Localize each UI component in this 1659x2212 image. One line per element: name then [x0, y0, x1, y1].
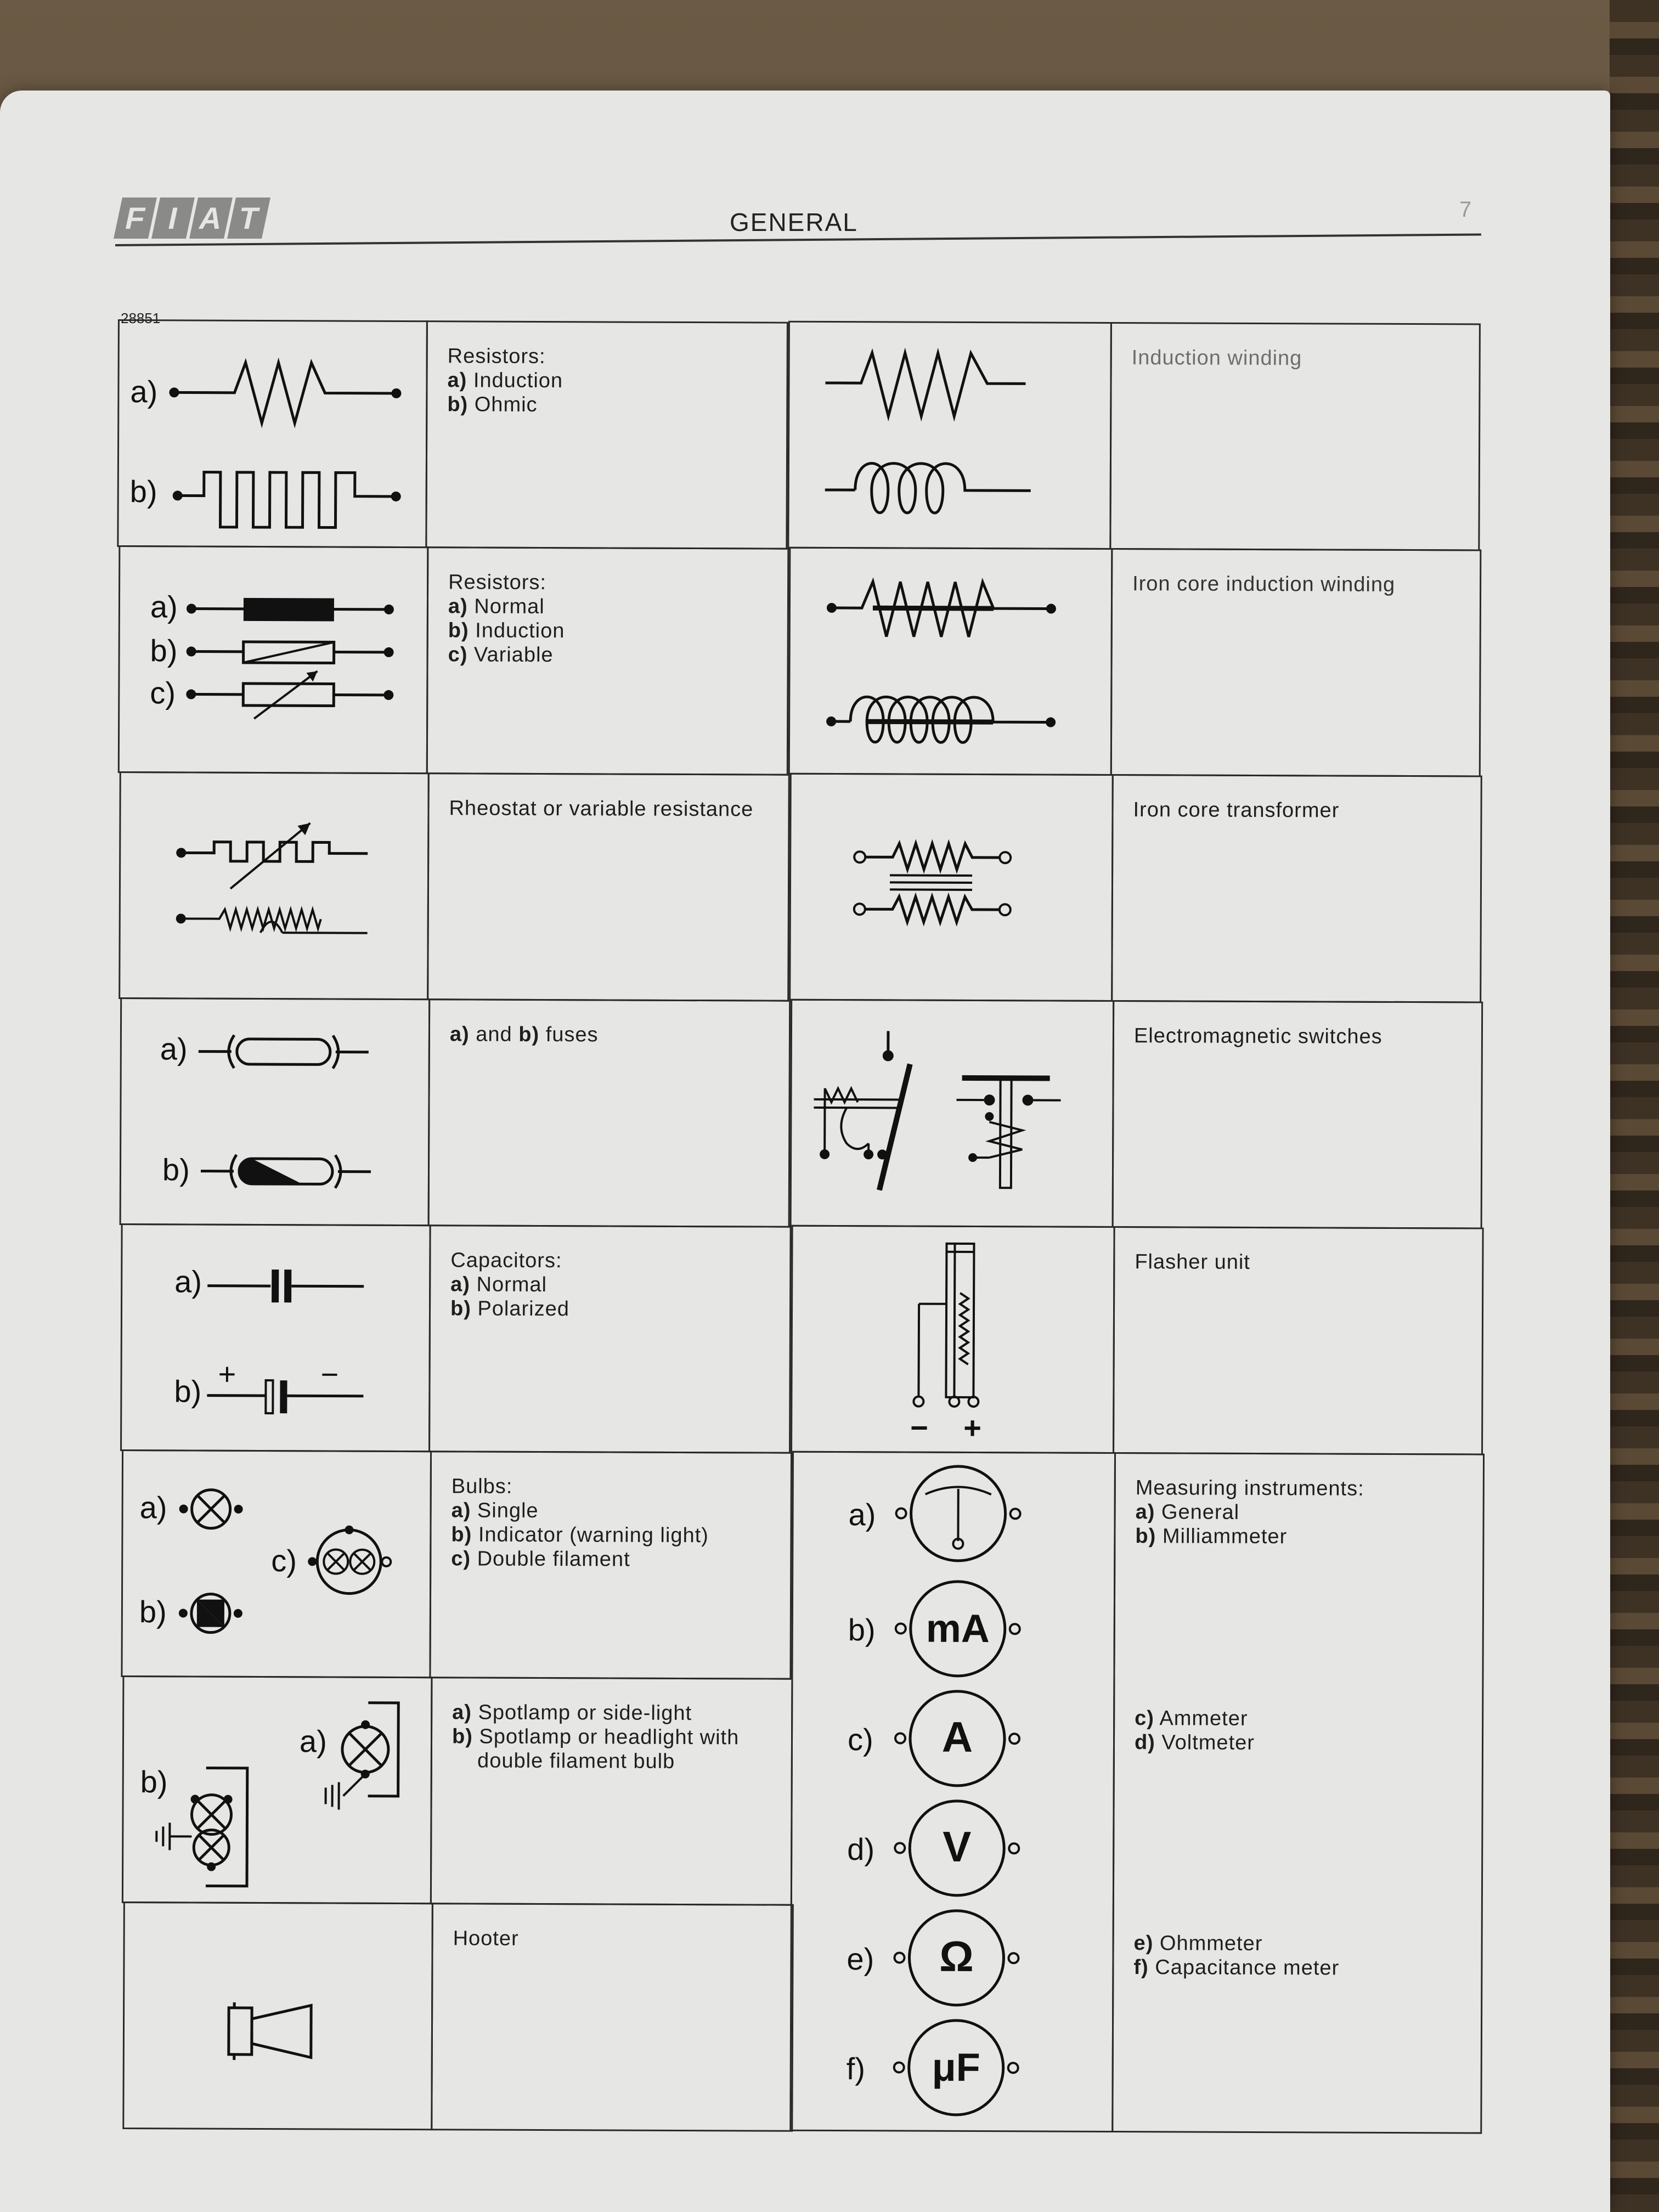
terminal-icon	[1011, 1509, 1020, 1519]
description-text: Flasher unit	[1135, 1250, 1250, 1274]
symbol-cell-em-switches	[790, 999, 1115, 1228]
desc-cell-fuses	[428, 998, 791, 1228]
terminal-icon	[895, 1843, 905, 1853]
meter-label: c)	[847, 1722, 873, 1757]
description-text: Hooter	[453, 1927, 519, 1950]
terminal-icon	[1009, 1734, 1019, 1743]
meter-label: a)	[848, 1497, 876, 1532]
symbol-label: b)	[129, 474, 157, 509]
measuring-instruments-icon	[791, 1453, 1118, 2134]
terminal-icon	[894, 1953, 904, 1962]
description-text: Rheostat or variable resistance	[449, 797, 754, 821]
symbol-cell-iron-core-winding	[788, 547, 1113, 776]
meter-symbol: mA	[926, 1606, 990, 1651]
bulb-icon	[122, 1451, 433, 1680]
desc-cell-spotlamp	[430, 1677, 793, 1906]
desc-cell-iron-core-winding	[1110, 548, 1482, 777]
description-text: a) Spotlamp or side-light b) Spotlamp or headlight with double filament bulb	[452, 1701, 740, 1773]
flasher-icon	[792, 1227, 1117, 1455]
meter-symbol: V	[943, 1822, 972, 1871]
wood-background	[1610, 0, 1659, 2212]
meter-label: f)	[846, 2051, 866, 2086]
logo-letter: I	[151, 198, 195, 239]
desc-cell-hooter	[431, 1903, 794, 2132]
meter-label: d)	[847, 1832, 875, 1867]
symbol-cell-iron-core-transformer	[789, 773, 1114, 1002]
description-text: Electromagnetic switches	[1133, 1024, 1383, 1048]
figure-code: 28851	[121, 310, 161, 326]
description-text: Resistors: a) Induction b) Ohmic	[447, 345, 563, 416]
terminal-icon	[1010, 1624, 1020, 1634]
terminal-icon	[894, 2062, 904, 2072]
symbols-table	[111, 313, 1484, 2134]
description-text: Resistors: a) Normal b) Induction c) Variable	[448, 571, 565, 667]
meter-label: e)	[847, 1942, 874, 1977]
desc-cell-capacitors	[428, 1224, 792, 1454]
symbol-label: a)	[150, 589, 178, 624]
symbol-cell-spotlamp	[122, 1675, 433, 1904]
symbol-cell-capacitors	[120, 1223, 431, 1452]
description-text: Iron core transformer	[1133, 798, 1340, 822]
symbol-cell-hooter	[122, 1901, 433, 2130]
meter-label: b)	[848, 1612, 876, 1647]
description-text: Bulbs: a) Single b) Indicator (warning light) c) Double filament	[451, 1475, 709, 1571]
description-text: Measuring instruments: a) General b) Milliammeter	[1135, 1476, 1364, 1549]
symbol-label: a)	[130, 374, 158, 409]
page-number: 7	[1459, 198, 1472, 222]
terminal-icon	[1008, 2063, 1018, 2073]
symbol-label: b)	[150, 633, 178, 668]
desc-cell-iron-core-transformer	[1111, 774, 1482, 1003]
symbol-cell-flasher	[791, 1225, 1115, 1454]
terminal-icon	[1009, 1843, 1019, 1853]
description-text: e) Ohmmeter f) Capacitance meter	[1133, 1932, 1340, 1980]
fuse-icon	[121, 999, 432, 1228]
symbol-label: c)	[271, 1543, 297, 1578]
em-switch-icon	[792, 1001, 1116, 1229]
desc-cell-resistors-1	[425, 320, 788, 550]
meter-symbol: A	[941, 1712, 973, 1762]
symbol-label: a)	[174, 1264, 202, 1299]
desc-cell-flasher	[1113, 1226, 1484, 1455]
desc-cell-resistors-2	[426, 546, 789, 776]
symbol-cell-fuses	[120, 997, 431, 1226]
symbol-cell-induction-winding	[787, 321, 1112, 550]
capacitor-icon	[122, 1225, 433, 1454]
desc-cell-measuring-instruments	[1111, 1452, 1485, 2134]
symbol-cell-bulbs	[121, 1449, 432, 1678]
transformer-icon	[791, 775, 1115, 1003]
meter-symbol: μF	[932, 2045, 980, 2090]
logo-letter: T	[227, 198, 270, 239]
induction-winding-icon	[789, 323, 1114, 551]
description-text: c) Ammeter d) Voltmeter	[1134, 1707, 1255, 1754]
logo-letter: F	[114, 198, 157, 239]
spotlamp-icon	[123, 1677, 435, 1906]
symbol-label: a)	[160, 1031, 188, 1066]
resistor-symbols-icon	[119, 321, 430, 550]
description-text: Capacitors: a) Normal b) Polarized	[450, 1249, 569, 1321]
plus-sign: +	[963, 1410, 982, 1446]
description-text: Iron core induction winding	[1132, 572, 1396, 596]
rheostat-icon	[120, 773, 431, 1002]
terminal-icon	[1008, 1953, 1018, 1963]
symbol-label: c)	[150, 675, 176, 710]
terminal-icon	[896, 1508, 906, 1518]
minus-sign: −	[910, 1410, 929, 1445]
symbol-cell-measuring-instruments	[789, 1451, 1116, 2132]
symbol-label: a)	[139, 1490, 167, 1525]
symbol-cell-resistors-1	[117, 319, 428, 548]
hooter-icon	[124, 1903, 435, 2132]
symbol-label: b)	[162, 1152, 190, 1187]
terminal-icon	[896, 1623, 906, 1633]
meter-symbol: Ω	[939, 1932, 974, 1981]
desc-cell-em-switches	[1112, 1000, 1483, 1229]
desc-cell-induction-winding	[1109, 322, 1481, 551]
minus-sign: −	[320, 1357, 339, 1392]
symbol-label: b)	[140, 1764, 168, 1799]
desc-cell-rheostat	[427, 772, 790, 1002]
fiat-logo	[114, 198, 270, 239]
symbol-label: b)	[174, 1374, 202, 1409]
symbol-label: b)	[139, 1594, 167, 1629]
symbol-label: a)	[299, 1724, 327, 1759]
logo-letter: A	[189, 198, 233, 239]
plus-sign: +	[218, 1356, 236, 1391]
symbol-cell-rheostat	[119, 771, 430, 1000]
description-text: a) and b) fuses	[449, 1023, 599, 1047]
terminal-icon	[895, 1733, 905, 1743]
desc-cell-bulbs	[429, 1451, 792, 1680]
resistor-variants-icon	[120, 547, 431, 776]
iron-core-winding-icon	[790, 549, 1115, 777]
symbol-cell-resistors-2	[118, 545, 429, 774]
description-text: Induction winding	[1131, 346, 1302, 370]
page-title: GENERAL	[730, 208, 858, 236]
